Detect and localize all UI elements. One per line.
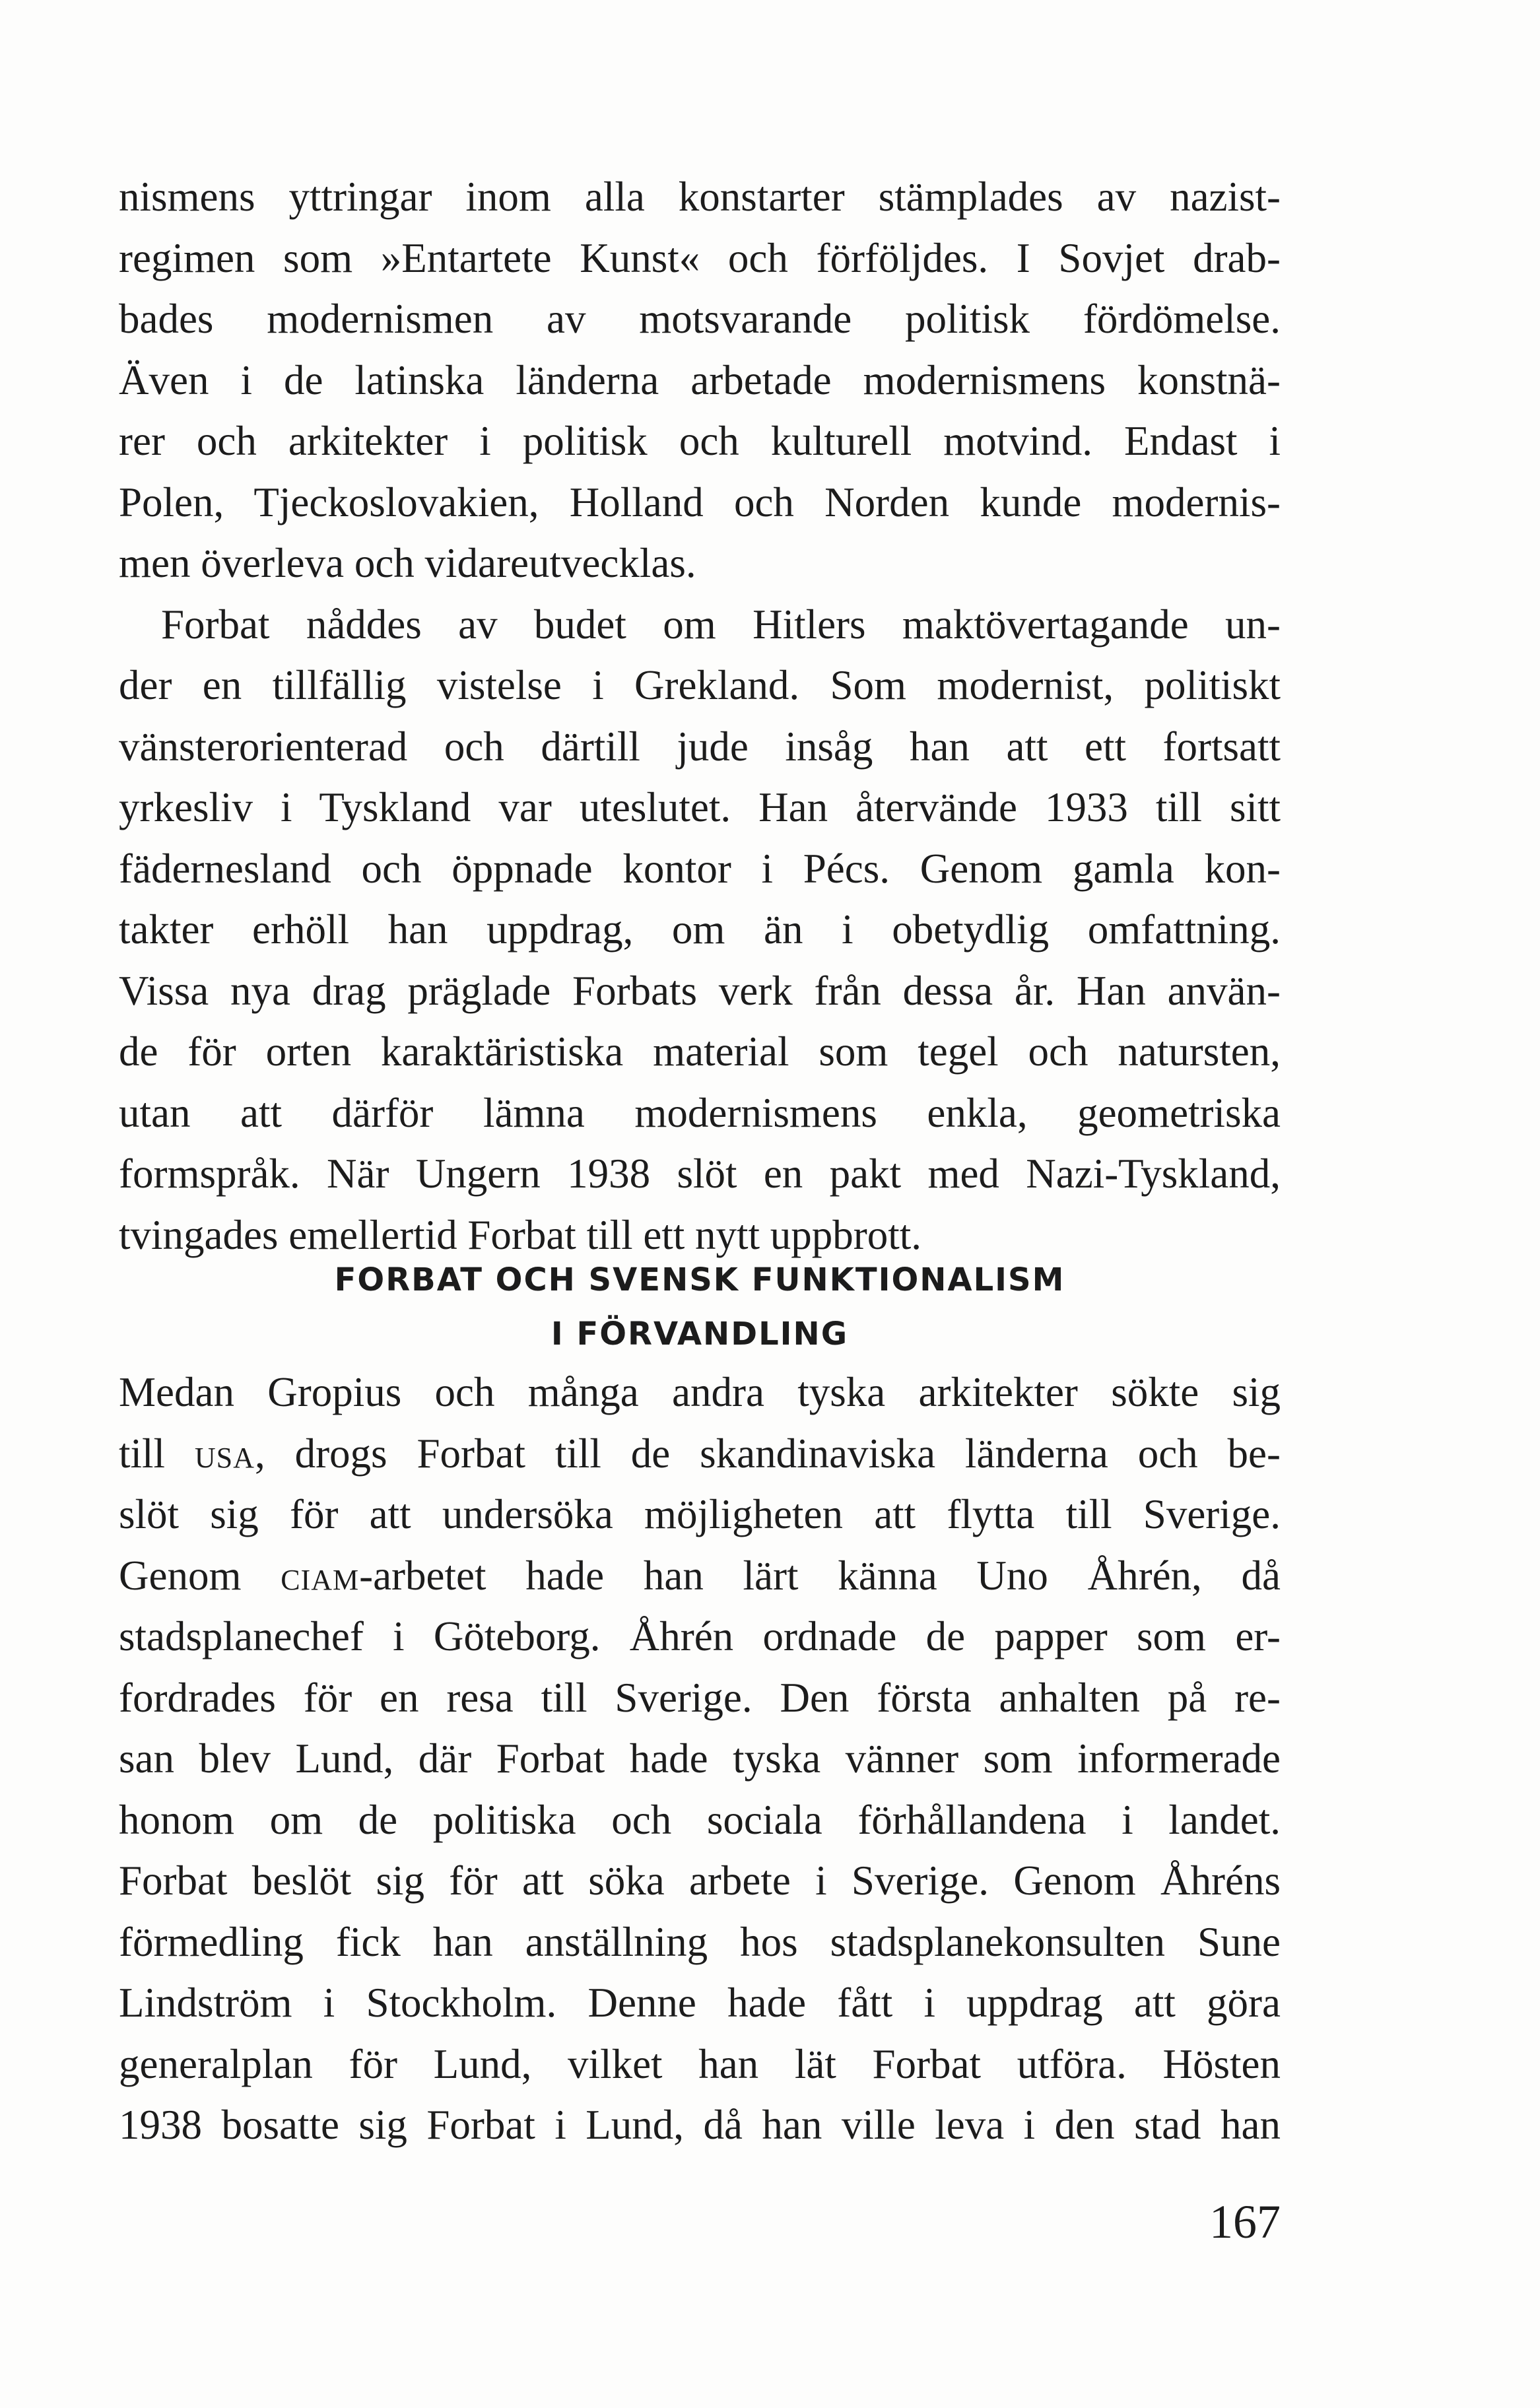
text-line: der en tillfällig vistelse i Grekland. Som modernist, politiskt [119, 662, 1281, 708]
body-text-top [119, 166, 1281, 1265]
text-line: honom om de politiska och sociala förhållandena i landet. [119, 1796, 1281, 1843]
text-line: vänsterorienterad och därtill jude insåg han att ett fortsatt [119, 723, 1281, 770]
text-line [119, 1545, 1281, 1607]
text-line: Forbat nåddes av budet om Hitlers maktövertagande un- [161, 601, 1281, 648]
heading-line: FORBAT OCH SVENSK FUNKTIONALISM [334, 1261, 1065, 1298]
text-fragment: Genom [119, 1552, 281, 1599]
text-line: Vissa nya drag präglade Forbats verk från dessa år. Han använ- [119, 967, 1281, 1014]
text-line: regimen som »Entartete Kunst« och förföljdes. I Sovjet drab- [119, 234, 1281, 281]
text-line: Forbat beslöt sig för att söka arbete i Sverige. Genom Åhréns [119, 1857, 1281, 1904]
text-line: nismens yttringar inom alla konstarter stämplades av nazist- [119, 174, 1281, 220]
text-line: yrkesliv i Tyskland var uteslutet. Han återvände 1933 till sitt [119, 784, 1281, 830]
text-fragment: till [119, 1430, 195, 1477]
section-heading [119, 1253, 1281, 1361]
text-line: Polen, Tjeckoslovakien, Holland och Norden kunde modernis- [119, 479, 1281, 525]
text-line: utan att därför lämna modernismens enkla, geometriska [119, 1089, 1281, 1136]
acronym: ciam [281, 1552, 360, 1599]
text-line: tvingades emellertid Forbat till ett nytt uppbrott. [119, 1211, 922, 1258]
text-line: Medan Gropius och många andra tyska arkitekter sökte sig [119, 1369, 1281, 1415]
page-number: 167 [1209, 2195, 1281, 2248]
heading-line: I FÖRVANDLING [551, 1316, 849, 1353]
text-fragment: , drogs Forbat till de skandinaviska länderna och be- [254, 1430, 1281, 1477]
text-line: bades modernismen av motsvarande politisk fördömelse. [119, 296, 1281, 342]
text-fragment: -arbetet hade han lärt känna Uno Åhrén, då [359, 1552, 1281, 1599]
text-line: förmedling fick han anställning hos stadsplanekonsulten Sune [119, 1918, 1281, 1965]
text-line [119, 1423, 1281, 1485]
text-line: generalplan för Lund, vilket han lät Forbat utföra. Hösten [119, 2040, 1281, 2087]
text-line: Lindström i Stockholm. Denne hade fått i uppdrag att göra [119, 1980, 1281, 2026]
text-line: rer och arkitekter i politisk och kulturell motvind. Endast i [119, 418, 1281, 464]
body-text-bottom [119, 1362, 1281, 2156]
text-line: formspråk. När Ungern 1938 slöt en pakt med Nazi-Tyskland, [119, 1151, 1281, 1197]
text-line: fordrades för en resa till Sverige. Den första anhalten på re- [119, 1674, 1281, 1721]
text-line: fädernesland och öppnade kontor i Pécs. Genom gamla kon- [119, 845, 1281, 892]
text-line: Även i de latinska länderna arbetade modernismens konstnä- [119, 356, 1281, 403]
text-line: stadsplanechef i Göteborg. Åhrén ordnade de papper som er- [119, 1613, 1281, 1659]
text-line: san blev Lund, där Forbat hade tyska vänner som informerade [119, 1735, 1281, 1782]
acronym: usa [194, 1430, 255, 1477]
text-line: de för orten karaktäristiska material som tegel och natursten, [119, 1028, 1281, 1075]
text-line: men överleva och vidareutvecklas. [119, 540, 696, 586]
text-line: takter erhöll han uppdrag, om än i obetydlig omfattning. [119, 906, 1281, 953]
text-line: 1938 bosatte sig Forbat i Lund, då han ville leva i den stad han [119, 2102, 1281, 2148]
text-line: slöt sig för att undersöka möjligheten att flytta till Sverige. [119, 1491, 1281, 1537]
